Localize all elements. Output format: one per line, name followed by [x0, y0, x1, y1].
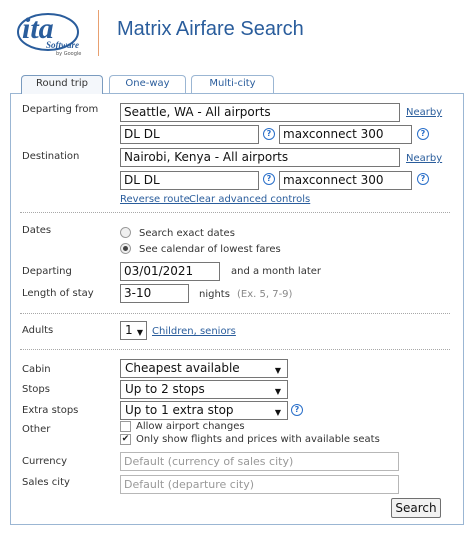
- page-title: Matrix Airfare Search: [117, 18, 304, 40]
- departing-date-input[interactable]: 03/01/2021: [120, 262, 220, 281]
- reverse-route-link[interactable]: Reverse route: [120, 194, 190, 205]
- calendar-fares-radio[interactable]: [120, 243, 131, 254]
- departing-from-input[interactable]: Seattle, WA - All airports: [120, 103, 400, 122]
- sales-city-label: Sales city: [22, 477, 70, 488]
- tab-multi-city[interactable]: Multi-city: [191, 75, 274, 93]
- ita-software-logo: [16, 10, 80, 60]
- sales-city-input[interactable]: Default (departure city): [120, 475, 399, 494]
- children-seniors-link[interactable]: Children, seniors: [152, 326, 236, 337]
- only-available-seats-label: Only show flights and prices with available seats: [136, 434, 380, 445]
- search-button[interactable]: Search: [391, 498, 441, 518]
- stops-label: Stops: [22, 384, 50, 395]
- destination-connect-input[interactable]: maxconnect 300: [279, 171, 412, 190]
- nights-unit: nights: [199, 289, 230, 300]
- departing-connect-input[interactable]: maxconnect 300: [279, 125, 412, 144]
- departing-carrier-input[interactable]: DL DL: [120, 125, 259, 144]
- extra-stops-help-icon[interactable]: ?: [291, 404, 303, 416]
- allow-airport-changes-label: Allow airport changes: [136, 421, 245, 432]
- destination-label: Destination: [22, 151, 80, 162]
- currency-input[interactable]: Default (currency of sales city): [120, 452, 399, 471]
- destination-carrier-input[interactable]: DL DL: [120, 171, 259, 190]
- destination-carrier-help-icon[interactable]: ?: [263, 173, 275, 185]
- adults-label: Adults: [22, 325, 54, 336]
- other-label: Other: [22, 424, 51, 435]
- stops-select[interactable]: [120, 380, 288, 399]
- chevron-down-icon: ▼: [274, 387, 281, 396]
- tab-one-way[interactable]: One-way: [109, 75, 186, 93]
- allow-airport-changes-checkbox[interactable]: [120, 421, 131, 432]
- departing-nearby-link[interactable]: Nearby: [406, 107, 443, 118]
- departing-connect-help-icon[interactable]: ?: [417, 128, 429, 140]
- departing-date-label: Departing: [22, 266, 72, 277]
- cabin-select[interactable]: [120, 359, 288, 378]
- adults-value: 1: [125, 323, 133, 337]
- header-divider: [98, 10, 99, 56]
- dates-label: Dates: [22, 225, 52, 236]
- destination-connect-help-icon[interactable]: ?: [417, 173, 429, 185]
- clear-advanced-controls-link[interactable]: Clear advanced controls: [189, 194, 311, 205]
- tab-round-trip[interactable]: Round trip: [21, 75, 103, 94]
- only-available-seats-checkbox[interactable]: ✔: [121, 434, 130, 444]
- departing-carrier-help-icon[interactable]: ?: [263, 128, 275, 140]
- calendar-fares-label: See calendar of lowest fares: [139, 244, 281, 255]
- departing-from-label: Departing from: [22, 104, 99, 115]
- extra-stops-select[interactable]: [120, 401, 288, 420]
- length-of-stay-input[interactable]: 3-10: [120, 284, 189, 303]
- logo-byline: by Google: [56, 51, 82, 57]
- extra-stops-value: Up to 1 extra stop: [125, 403, 234, 417]
- section-divider: [20, 349, 450, 350]
- destination-nearby-link[interactable]: Nearby: [406, 153, 443, 164]
- chevron-down-icon: ▼: [274, 408, 281, 417]
- logo-sub: Software: [46, 40, 80, 50]
- adults-select[interactable]: [120, 321, 147, 340]
- exact-dates-radio[interactable]: [120, 227, 131, 238]
- logo-text: ita: [22, 12, 54, 45]
- cabin-value: Cheapest available: [125, 361, 240, 375]
- length-of-stay-hint: (Ex. 5, 7-9): [237, 289, 293, 300]
- section-divider: [20, 313, 450, 314]
- section-divider: [20, 212, 450, 213]
- chevron-down-icon: ▼: [274, 366, 281, 375]
- departing-date-suffix: and a month later: [231, 266, 322, 277]
- stops-value: Up to 2 stops: [125, 382, 205, 396]
- exact-dates-label: Search exact dates: [139, 228, 235, 239]
- length-of-stay-label: Length of stay: [22, 288, 94, 299]
- destination-input[interactable]: Nairobi, Kenya - All airports: [120, 148, 400, 167]
- currency-label: Currency: [22, 456, 68, 467]
- cabin-label: Cabin: [22, 364, 51, 375]
- chevron-down-icon: ▼: [136, 328, 143, 337]
- extra-stops-label: Extra stops: [22, 405, 79, 416]
